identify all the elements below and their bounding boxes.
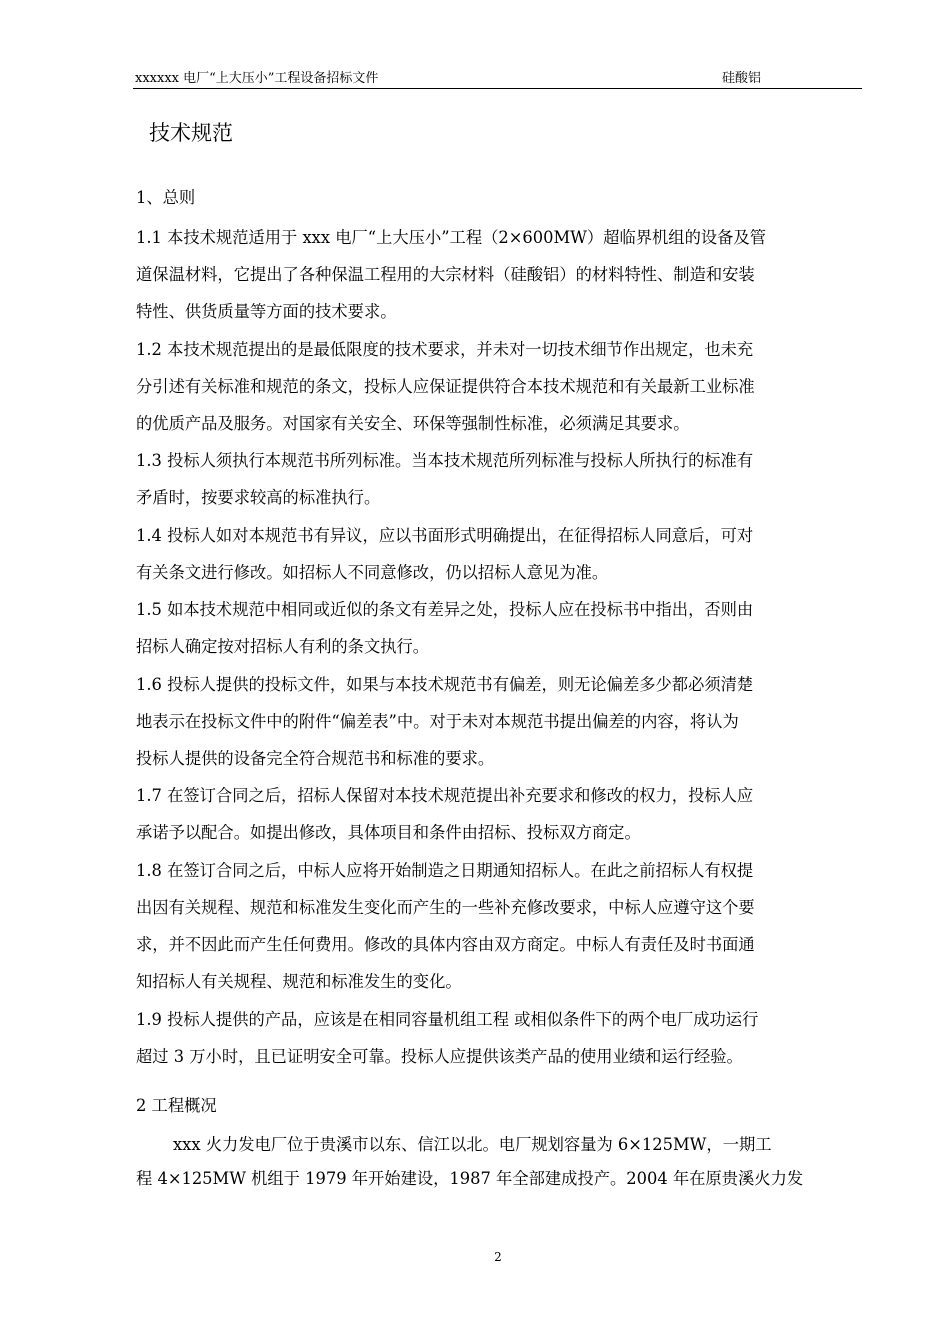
- body-line: 1.4 投标人如对本规范书有异议，应以书面形式明确提出，在征得招标人同意后，可对: [136, 526, 754, 545]
- body-line: 特性、供货质量等方面的技术要求。: [136, 302, 397, 321]
- body-line: 1.1 本技术规范适用于 xxx 电厂“上大压小”工程（2×600MW）超临界机组的设备及管: [136, 228, 766, 247]
- body-line: 1.9 投标人提供的产品，应该是在相同容量机组工程 或相似条件下的两个电厂成功运行: [136, 1010, 759, 1029]
- body-line: 1.8 在签订合同之后，中标人应将开始制造之日期通知招标人。在此之前招标人有权提: [136, 861, 754, 880]
- section-heading-general: 1、总则: [136, 188, 196, 207]
- page-number: 2: [494, 1250, 502, 1264]
- body-line: 1.3 投标人须执行本规范书所列标准。当本技术规范所列标准与投标人所执行的标准有: [136, 451, 754, 470]
- body-line: 1.5 如本技术规范中相同或近似的条文有差异之处，投标人应在投标书中指出，否则由: [136, 600, 754, 619]
- body-line: 承诺予以配合。如提出修改，具体项目和条件由招标、投标双方商定。: [136, 823, 641, 842]
- body-line: 道保温材料，它提出了各种保温工程用的大宗材料（硅酸铝）的材料特性、制造和安装: [136, 265, 755, 284]
- body-line: 1.2 本技术规范提出的是最低限度的技术要求，并未对一切技术细节作出规定，也未充: [136, 340, 754, 359]
- body-line: 1.6 投标人提供的投标文件，如果与本技术规范书有偏差，则无论偏差多少都必须清楚: [136, 675, 754, 694]
- body-line: 地表示在投标文件中的附件“偏差表”中。对于未对本规范书提出偏差的内容，将认为: [136, 712, 739, 731]
- body-line: 的优质产品及服务。对国家有关安全、环保等强制性标准，必须满足其要求。: [136, 414, 690, 433]
- header-document-title: xxxxxx 电厂“上大压小”工程设备招标文件: [135, 71, 379, 86]
- section-heading-project-overview: 2 工程概况: [136, 1096, 217, 1115]
- body-line: 有关条文进行修改。如招标人不同意修改，仍以招标人意见为准。: [136, 563, 609, 582]
- header-divider: [133, 88, 862, 89]
- body-line: 矛盾时，按要求较高的标准执行。: [136, 488, 381, 507]
- body-line: 出因有关规程、规范和标准发生变化而产生的一些补充修改要求，中标人应遵守这个要: [136, 898, 755, 917]
- body-line: 超过 3 万小时，且已证明安全可靠。投标人应提供该类产品的使用业绩和运行经验。: [136, 1047, 743, 1066]
- body-line: 分引述有关标准和规范的条文，投标人应保证提供符合本技术规范和有关最新工业标准: [136, 377, 755, 396]
- body-line: 求，并不因此而产生任何费用。修改的具体内容由双方商定。中标人有责任及时书面通: [136, 935, 755, 954]
- body-line: 1.7 在签订合同之后，招标人保留对本技术规范提出补充要求和修改的权力，投标人应: [136, 786, 754, 805]
- body-line: 招标人确定按对招标人有利的条文执行。: [136, 637, 430, 656]
- body-line: 知招标人有关规程、规范和标准发生的变化。: [136, 972, 462, 991]
- body-line: 投标人提供的设备完全符合规范书和标准的要求。: [136, 749, 495, 768]
- body-line: xxx 火力发电厂位于贵溪市以东、信江以北。电厂规划容量为 6×125MW，一期工: [173, 1135, 772, 1154]
- body-line: 程 4×125MW 机组于 1979 年开始建设，1987 年全部建成投产。2004 年在原贵溪火力发: [136, 1169, 804, 1188]
- header-section-name: 硅酸铝: [722, 71, 762, 86]
- page-title: 技术规范: [149, 121, 233, 145]
